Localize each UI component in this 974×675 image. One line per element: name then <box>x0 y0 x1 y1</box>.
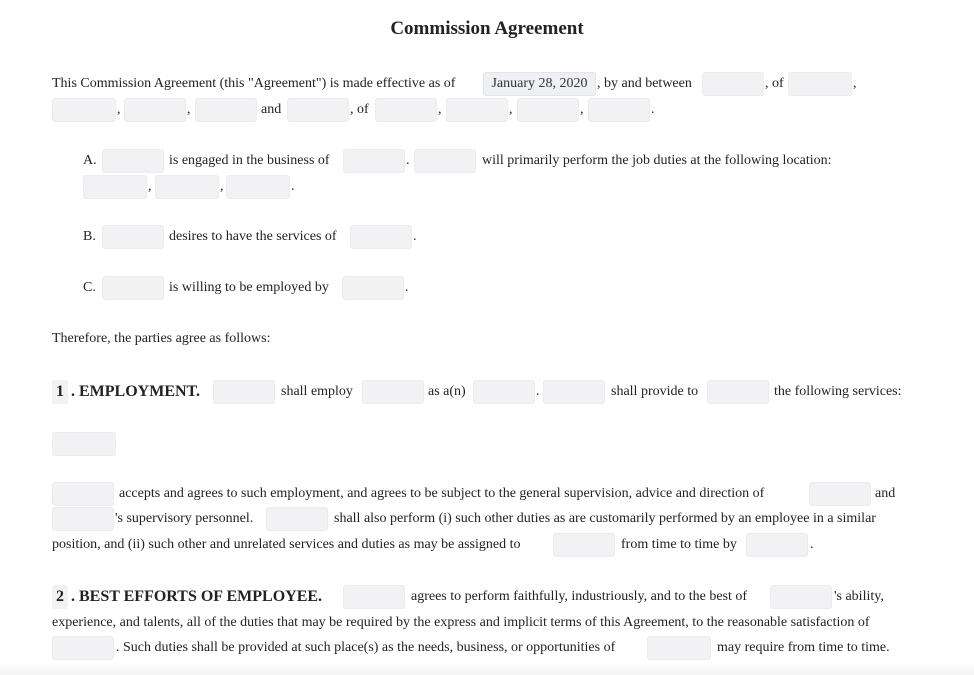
section-text: experience, and talents, all of the duties that may be required by the express and implicit terms of this Agreement, to the reasonable satisfaction of <box>52 615 870 630</box>
intro-text: , <box>438 102 442 117</box>
intro-text: . <box>651 102 655 117</box>
section-text: as a(n) <box>428 384 466 399</box>
party2-city-field[interactable] <box>446 98 508 122</box>
party2-zip-field[interactable] <box>588 98 650 122</box>
section-text: agrees to perform faithfully, industriously, and to the best of <box>411 589 748 604</box>
recital-text: . <box>291 179 295 194</box>
intro-text: , of <box>765 76 784 91</box>
employee-field[interactable] <box>362 380 424 404</box>
section-text: shall employ <box>281 384 353 399</box>
party1-address-field[interactable] <box>788 72 852 96</box>
employee-field-3[interactable] <box>52 482 114 506</box>
recital-text: . <box>405 280 409 295</box>
section-number: 2 <box>52 585 68 609</box>
recital-c-party-field[interactable] <box>342 276 404 300</box>
section-number: 1 <box>52 380 68 404</box>
document-title: Commission Agreement <box>390 18 584 39</box>
employer-field-4[interactable] <box>52 507 114 531</box>
recital-text: desires to have the services of <box>169 229 337 244</box>
employer-field-2[interactable] <box>707 380 769 404</box>
section-text: position, and (ii) such other and unrelated services and duties as may be assigned to <box>52 537 521 552</box>
employer-field-3[interactable] <box>809 482 871 506</box>
section-text: 's supervisory personnel. <box>115 511 254 526</box>
party1-name-field[interactable] <box>702 72 764 96</box>
recital-label: A. <box>83 153 97 168</box>
party1-zip-field[interactable] <box>195 98 257 122</box>
location-address-field[interactable] <box>83 175 147 199</box>
effective-date-field[interactable]: January 28, 2020 <box>483 72 596 96</box>
job-title-field[interactable] <box>473 380 535 404</box>
party2-address-field[interactable] <box>375 98 437 122</box>
employee-field-7[interactable] <box>770 585 832 609</box>
recital-text: will primarily perform the job duties at the following location: <box>482 153 832 168</box>
recital-label: B. <box>83 229 96 244</box>
recital-b-party-field[interactable] <box>102 225 164 249</box>
recital-c-employee-field[interactable] <box>102 276 164 300</box>
recital-text: , <box>220 179 224 194</box>
section-text: . <box>536 384 540 399</box>
intro-text: , <box>117 102 121 117</box>
intro-text: , <box>509 102 513 117</box>
recital-label: C. <box>83 280 96 295</box>
party1-state-field[interactable] <box>124 98 186 122</box>
section-text: and <box>875 486 896 501</box>
section-text: . <box>810 537 814 552</box>
intro-text: , <box>187 102 191 117</box>
party1-city-field[interactable] <box>52 98 116 122</box>
section-text: accepts and agrees to such employment, and agrees to be subject to the general supervision, advice and direction of <box>119 486 765 501</box>
section-text: from time to time by <box>621 537 737 552</box>
recital-text: is willing to be employed by <box>169 280 329 295</box>
services-field[interactable] <box>52 432 116 456</box>
recital-text: is engaged in the business of <box>169 153 330 168</box>
location-state-field[interactable] <box>226 175 290 199</box>
section-heading: . EMPLOYMENT. <box>71 383 201 400</box>
employer-field[interactable] <box>213 380 275 404</box>
section-text: may require from time to time. <box>717 640 890 655</box>
recital-a-business-field[interactable] <box>343 149 405 173</box>
employee-field-5[interactable] <box>553 533 615 557</box>
page-bottom-edge <box>0 663 974 675</box>
intro-text: , <box>853 76 857 91</box>
section-text: . Such duties shall be provided at such place(s) as the needs, business, or opportunities of <box>116 640 616 655</box>
therefore-text: Therefore, the parties agree as follows: <box>52 331 271 346</box>
recital-text: . <box>413 229 417 244</box>
section-text: shall provide to <box>611 384 699 399</box>
intro-text: , <box>580 102 584 117</box>
section-heading: . BEST EFFORTS OF EMPLOYEE. <box>71 588 323 605</box>
employee-field-2[interactable] <box>543 380 605 404</box>
section-text: 's ability, <box>834 589 884 604</box>
recital-text: . <box>406 153 410 168</box>
recital-text: , <box>148 179 152 194</box>
employee-field-4[interactable] <box>266 507 328 531</box>
recital-b-employee-field[interactable] <box>350 225 412 249</box>
intro-text: This Commission Agreement (this "Agreement") is made effective as of <box>52 76 456 91</box>
location-city-field[interactable] <box>155 175 219 199</box>
party2-name-field[interactable] <box>287 98 349 122</box>
employer-field-5[interactable] <box>746 533 808 557</box>
employer-field-6[interactable] <box>52 636 114 660</box>
recital-a-party-field[interactable] <box>102 149 164 173</box>
section-text: the following services: <box>774 384 902 399</box>
employee-field-6[interactable] <box>343 585 405 609</box>
intro-text: and <box>261 102 282 117</box>
recital-a-employee-field[interactable] <box>414 149 476 173</box>
intro-text: , by and between <box>597 76 692 91</box>
party2-state-field[interactable] <box>517 98 579 122</box>
employer-field-7[interactable] <box>647 636 711 660</box>
section-text: shall also perform (i) such other duties as are customarily performed by an employee in a similar <box>334 511 876 526</box>
intro-text: , of <box>350 102 369 117</box>
